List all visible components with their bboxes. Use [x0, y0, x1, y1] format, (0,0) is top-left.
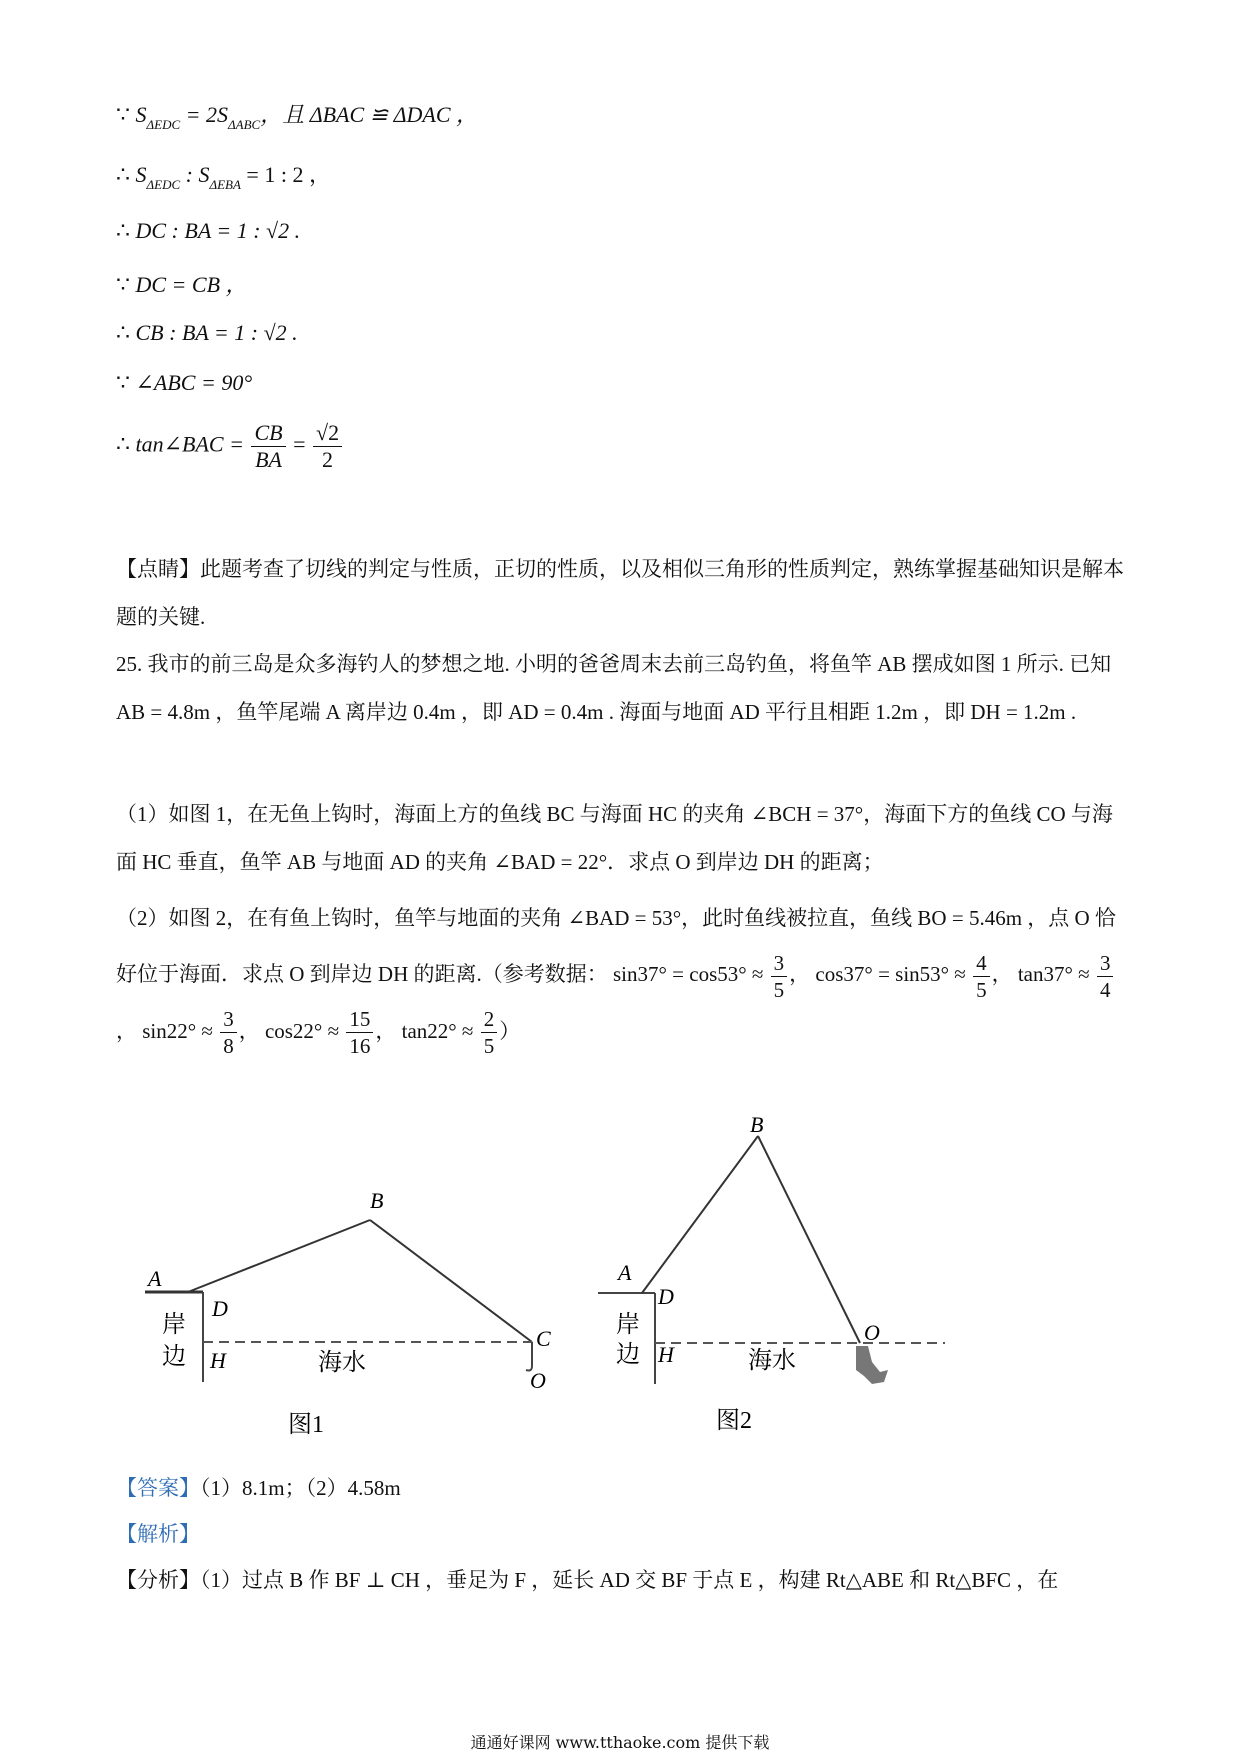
label-h: H	[210, 1348, 226, 1373]
dianjing-paragraph	[116, 545, 1126, 641]
shore-label: 边	[616, 1342, 640, 1368]
math: = 1 : 2 ，	[240, 162, 331, 187]
sea-label: 海水	[318, 1350, 366, 1376]
denominator: BA	[255, 447, 282, 472]
denominator: 5	[483, 1034, 495, 1059]
proof-line-2	[116, 158, 331, 193]
math: = 2S	[180, 102, 228, 127]
label-o: O	[864, 1320, 880, 1345]
answer-line	[116, 1464, 1126, 1512]
label-a: A	[618, 1260, 632, 1285]
therefore-symbol: ∴	[116, 218, 130, 243]
sea-label: 海水	[748, 1348, 796, 1374]
label-c: C	[536, 1326, 551, 1351]
math: S	[135, 102, 147, 127]
fraction	[251, 420, 285, 473]
jiexi-label: 【解析】	[116, 1522, 200, 1546]
math: DC = CB ，	[135, 272, 248, 297]
fishing-rod-ab	[188, 1220, 370, 1292]
part2-text: （2）如图 2，在有鱼上钩时，鱼竿与地面的夹角 ∠BAD = 53°，此时鱼线被拉直，鱼线 BO = 5.46m ，点 O 恰好位于海面．求点 O 到岸边 DH 的距离.（参考数据：	[116, 906, 1116, 986]
ref-expr: sin22° ≈	[142, 1018, 219, 1043]
math: ∠ABC = 90°	[135, 370, 253, 395]
denominator: 5	[976, 977, 987, 1002]
fenxi-label: 【分析】	[116, 1568, 200, 1592]
label-b: B	[750, 1112, 764, 1137]
math: DC : BA = 1 : √2 .	[135, 218, 301, 243]
numerator: 3	[220, 1006, 237, 1033]
subscript: ΔEDC	[146, 117, 181, 132]
fenxi-text: （1）过点 B 作 BF ⊥ CH ，垂足为 F ，延长 AD 交 BF 于点 E ，构建 Rt△ABE 和 Rt△BFC ，在	[200, 1568, 1059, 1592]
jiexi-line	[116, 1510, 1126, 1558]
figure-2	[580, 1100, 980, 1460]
proof-line-4	[116, 268, 248, 299]
answer-label: 【答案】	[116, 1476, 200, 1500]
ref-expr: cos22° ≈	[264, 1018, 345, 1043]
ref-close: ）	[499, 1018, 521, 1043]
therefore-symbol: ∴	[116, 162, 130, 187]
label-b: B	[370, 1188, 384, 1213]
proof-line-1	[116, 98, 478, 133]
dianjing-text: 此题考查了切线的判定与性质，正切的性质，以及相似三角形的性质判定，熟练掌握基础知识是解本题的关键.	[116, 557, 1124, 629]
denominator: 8	[223, 1034, 234, 1059]
problem-part2: （2）如图 2，在有鱼上钩时，鱼竿与地面的夹角 ∠BAD = 53°，此时鱼线被拉直，鱼线 BO = 5.46m ，点 O 恰好位于海面．求点 O 到岸边 DH 的距离.（参考数据： sin37° = cos53° ≈ $\frac{3}{5}$ ， cos37° = sin53° ≈ $\frac{4}{5}$ ， tan37° ≈ $\frac{3}{4}$ ， sin22° ≈ $\frac{3}{8}$ ， cos22° ≈ $\frac{15}{16}$ ， tan22° ≈ $\frac{2}{5}$ ）	[116, 906, 1116, 1059]
dianjing-label: 【点睛】	[116, 557, 200, 581]
fishing-rod-ab	[642, 1136, 758, 1293]
label-d: D	[212, 1296, 228, 1321]
subscript: ΔEBA	[209, 177, 241, 192]
figure-1	[130, 1170, 580, 1460]
ref-expr: sin37° = cos53° ≈	[613, 962, 769, 986]
answer-text: （1）8.1m；（2）4.58m	[200, 1476, 401, 1500]
numerator: 2	[481, 1006, 498, 1033]
figure-caption: 图2	[716, 1408, 752, 1434]
shore-label: 岸	[162, 1312, 186, 1338]
fish-icon	[856, 1346, 888, 1384]
math: =	[293, 431, 311, 457]
page-footer: 通通好课网 www.tthaoke.com 提供下载	[470, 1733, 770, 1752]
proof-line-6	[116, 370, 252, 396]
figure-caption: 图1	[288, 1412, 324, 1438]
fraction	[313, 420, 342, 473]
numerator: 15	[346, 1006, 373, 1033]
numerator: CB	[251, 420, 285, 447]
problem-part1	[116, 790, 1126, 886]
label-h: H	[658, 1342, 674, 1367]
denominator: 16	[349, 1034, 371, 1059]
tan-line	[116, 420, 344, 473]
denominator: 2	[322, 447, 334, 472]
because-symbol: ∵	[116, 370, 130, 395]
numerator: 4	[973, 950, 990, 977]
math: ，且 ΔBAC ≌ ΔDAC ，	[260, 102, 478, 127]
math: tan∠BAC =	[135, 431, 250, 457]
math: : S	[180, 162, 210, 187]
part1-text: （1）如图 1，在无鱼上钩时，海面上方的鱼线 BC 与海面 HC 的夹角 ∠BCH = 37°，海面下方的鱼线 CO 与海面 HC 垂直，鱼竿 AB 与地面 AD 的夹角 ∠BAD = 22°．求点 O 到岸边 DH 的距离；	[116, 802, 1113, 874]
shore-label: 边	[162, 1344, 186, 1370]
therefore-symbol: ∴	[116, 431, 130, 457]
label-d: D	[658, 1284, 674, 1309]
proof-line-3	[116, 218, 300, 244]
denominator: 5	[773, 977, 785, 1002]
numerator: 3	[771, 950, 788, 977]
fishing-line-bc	[370, 1220, 532, 1342]
ref-expr: tan37° ≈	[1017, 962, 1095, 986]
because-symbol: ∵	[116, 272, 130, 297]
ref-expr: cos37° = sin53° ≈	[815, 962, 972, 986]
therefore-symbol: ∴	[116, 320, 130, 345]
hook-co	[526, 1342, 532, 1371]
ref-expr: tan22° ≈	[401, 1018, 479, 1043]
problem-intro-text: 25. 我市的前三岛是众多海钓人的梦想之地. 小明的爸爸周末去前三岛钓鱼，将鱼竿 AB 摆成如图 1 所示. 已知 AB = 4.8m ，鱼竿尾端 A 离岸边 0.4m ，即 AD = 0.4m . 海面与地面 AD 平行且相距 1.2m ，即 DH = 1.2m .	[116, 652, 1112, 724]
numerator: √2	[313, 420, 342, 447]
label-o: O	[530, 1368, 546, 1393]
because-symbol: ∵	[116, 102, 130, 127]
shore-label: 岸	[616, 1312, 640, 1338]
problem-intro	[116, 640, 1126, 736]
subscript: ΔEDC	[146, 177, 181, 192]
subscript: ΔABC	[228, 117, 261, 132]
proof-line-5	[116, 320, 298, 346]
numerator: 3	[1097, 950, 1114, 977]
denominator: 4	[1099, 977, 1111, 1002]
math: S	[135, 162, 147, 187]
fishing-line-bo	[758, 1136, 860, 1343]
fenxi-line	[116, 1556, 1126, 1604]
label-a: A	[148, 1266, 162, 1291]
math: CB : BA = 1 : √2 .	[135, 320, 298, 345]
